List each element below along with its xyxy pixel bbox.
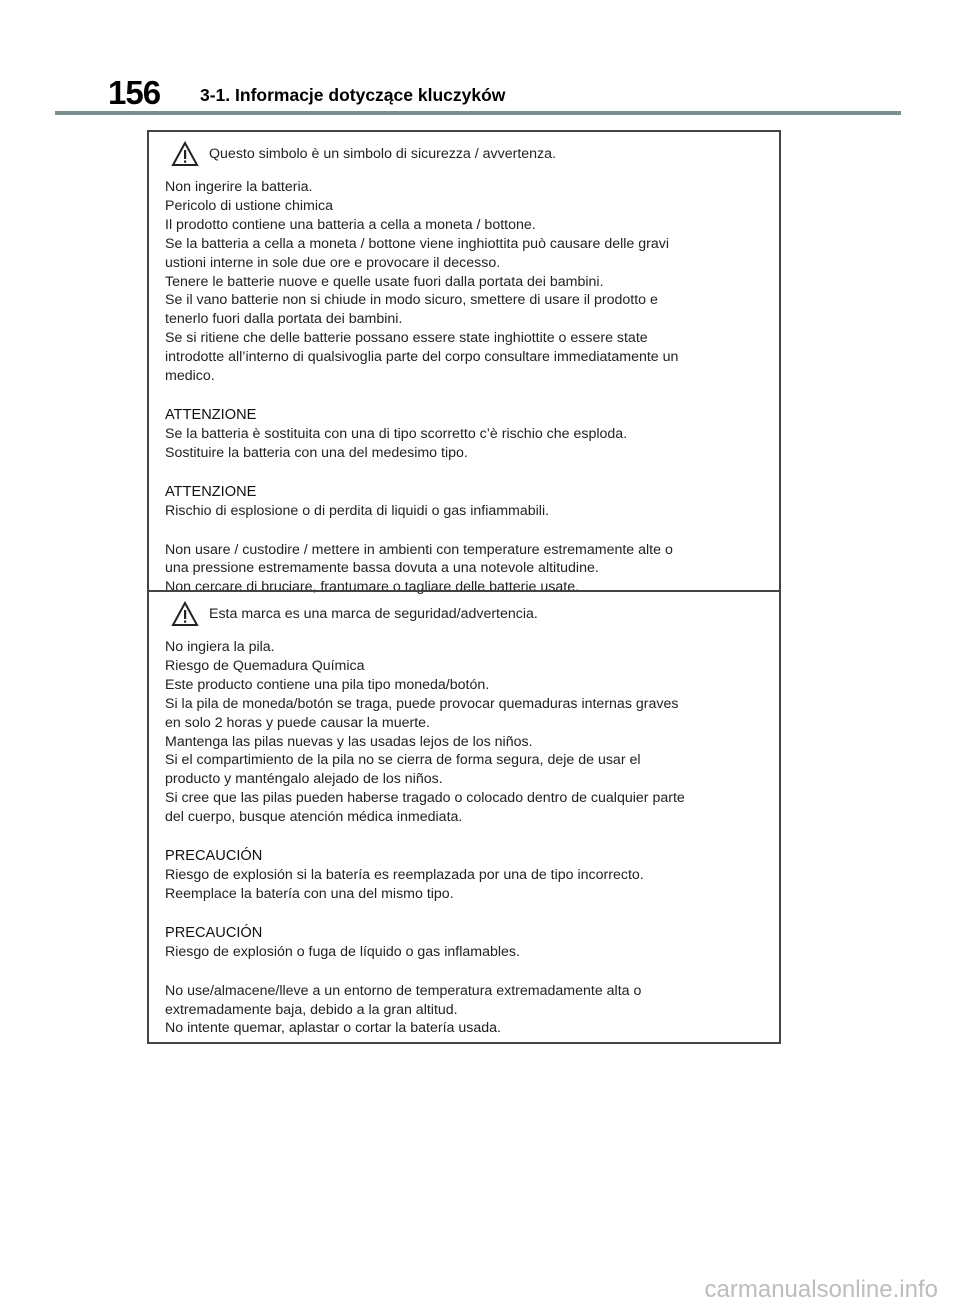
storage-warning-paragraph [165,982,763,1039]
text-line: medico. [165,368,215,385]
warning-triangle-icon [171,601,199,627]
text-line: Reemplace la batería con una del mismo tipo. [165,885,454,902]
text-line: en solo 2 horas y puede causar la muerte. [165,714,430,731]
caution-block [165,406,763,463]
text-line: Si cree que las pilas pueden haberse tragado o colocado dentro de cualquier parte [165,790,685,807]
text-line: Non ingerire la batteria. [165,179,313,195]
notice-panel-spanish [149,590,779,1044]
caution-block [165,483,763,521]
caution-heading: PRECAUCIÓN [165,848,263,865]
text-line: Riesgo de explosión si la batería es reemplazada por una de tipo incorrecto. [165,866,644,883]
safety-symbol-line [165,136,763,172]
text-line: Se il vano batterie non si chiude in modo sicuro, smettere di usare il prodotto e [165,292,658,309]
text-line: introdotte all’interno di qualsivoglia parte del corpo consultare immediatamente un [165,349,679,366]
notice-panel-italian [149,132,779,596]
text-line: Riesgo de explosión o fuga de líquido o gas inflamables. [165,943,520,960]
text-line: extremadamente baja, debido a la gran altitud. [165,1001,458,1018]
page-header [0,0,960,120]
header-rule [55,111,901,115]
text-line: Rischio di esplosione o di perdita di liquidi o gas infiammabili. [165,502,550,519]
text-line: Este producto contiene una pila tipo moneda/botón. [165,676,490,693]
caution-block [165,924,763,962]
caution-heading: ATTENZIONE [165,406,257,423]
symbol-description: Questo simbolo è un simbolo di sicurezza / avvertenza. [209,146,556,162]
text-line: producto y manténgalo alejado de los niños. [165,771,443,788]
text-line: No intente quemar, aplastar o cortar la batería usada. [165,1020,501,1037]
text-line: Riesgo de Quemadura Química [165,657,365,674]
caution-block [165,847,763,904]
warning-triangle-icon [171,141,199,167]
symbol-description: Esta marca es una marca de seguridad/advertencia. [209,606,538,622]
text-line: tenerlo fuori dalla portata dei bambini. [165,311,403,328]
section-title: 3-1. Informacje dotyczące kluczyków [200,85,506,105]
page-number: 156 [108,74,161,111]
text-line: Non usare / custodire / mettere in ambienti con temperature estremamente alte o [165,541,673,558]
text-line: una pressione estremamente bassa dovuta a una notevole altitudine. [165,560,599,577]
text-line: Il prodotto contiene una batteria a cella a moneta / bottone. [165,216,536,233]
text-line: del cuerpo, busque atención médica inmediata. [165,809,463,826]
text-line: Non cercare di bruciare, frantumare o tagliare delle batterie usate. [165,579,580,596]
text-line: ustioni interne in sole due ore e provocare il decesso. [165,254,501,271]
text-line: Sostituire la batteria con una del medesimo tipo. [165,444,468,461]
caution-heading: PRECAUCIÓN [165,924,263,941]
storage-warning-paragraph [165,541,763,598]
ingestion-warning-paragraph [165,638,763,827]
text-line: Pericolo di ustione chimica [165,197,333,214]
ingestion-warning-paragraph [165,178,763,386]
text-line: Tenere le batterie nuove e quelle usate fuori dalla portata dei bambini. [165,273,604,290]
caution-heading: ATTENZIONE [165,483,257,500]
text-line: Mantenga las pilas nuevas y las usadas lejos de los niños. [165,733,533,750]
text-line: Se la batteria a cella a moneta / bottone viene inghiottita può causare delle gravi [165,235,669,252]
text-line: Se si ritiene che delle batterie possano essere state inghiottite o essere state [165,330,648,347]
text-line: Si el compartimiento de la pila no se cierra de forma segura, deje de usar el [165,752,641,769]
watermark: carmanualsonline.info [704,1276,938,1303]
text-line: Se la batteria è sostituita con una di tipo scorretto c’è rischio che esploda. [165,425,628,442]
text-line: Si la pila de moneda/botón se traga, puede provocar quemaduras internas graves [165,695,679,712]
battery-warning-notice [147,130,781,1044]
text-line: No ingiera la pila. [165,639,275,655]
text-line: No use/almacene/lleve a un entorno de temperatura extremadamente alta o [165,982,642,999]
safety-symbol-line [165,596,763,632]
